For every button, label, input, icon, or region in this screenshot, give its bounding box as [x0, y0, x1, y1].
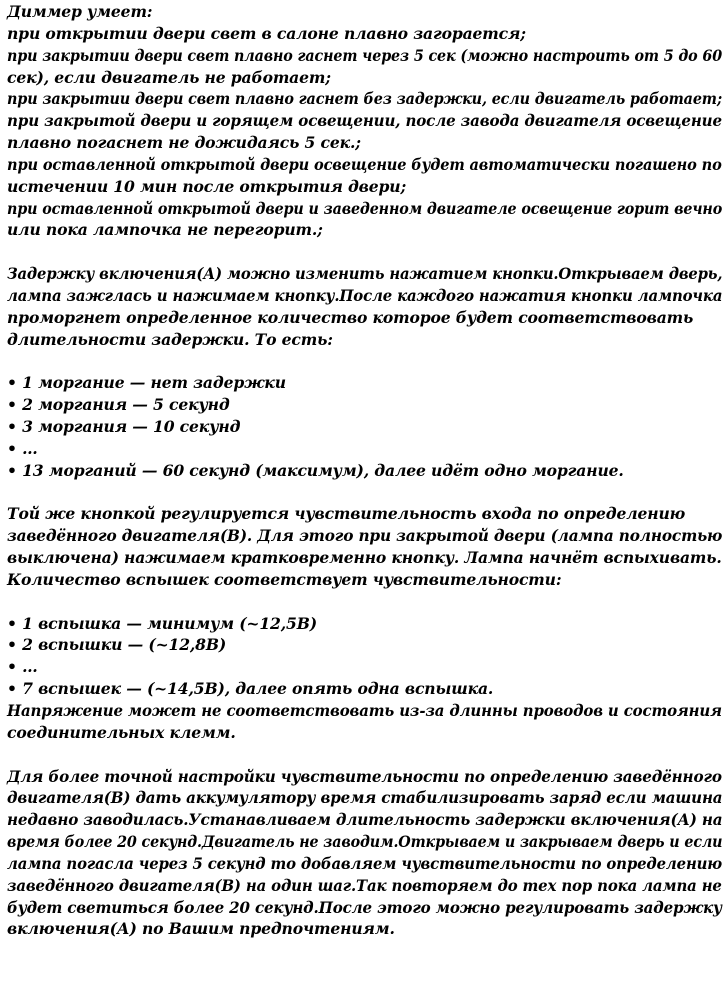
intro-heading: Диммер умеет: — [7, 2, 153, 21]
paragraph-gap — [7, 482, 722, 504]
voltage-note-line: Напряжение может не соответствовать из-за длинны проводов и состояния — [7, 701, 722, 720]
voltage-note-line: соединительных клемм. — [7, 722, 236, 742]
sensitivity-section — [7, 503, 722, 590]
delay-line: проморгнет определенное количество которое будет соответствовать — [7, 307, 694, 327]
sensitivity-line: выключена) нажимаем кратковременно кнопку. Лампа начнёт вспыхивать. — [7, 548, 722, 568]
sensitivity-bullet-item: • 2 вспышки — (~12,8В) — [7, 635, 227, 655]
intro-line: при закрытой двери и горящем освещении, после завода двигателя освещение — [7, 111, 722, 131]
delay-line: лампа зажглась и нажимаем кнопку.После каждого нажатия кнопки лампочка — [7, 285, 723, 305]
intro-line: сек), если двигатель не работает; — [7, 67, 331, 87]
voltage-note — [7, 700, 722, 744]
paragraph-gap — [7, 591, 722, 613]
sensitivity-line: Той же кнопкой регулируется чувствительность входа по определению — [7, 504, 686, 524]
sensitivity-bullet-item: • … — [7, 657, 38, 677]
sensitivity-bullet-item: • 1 вспышка — минимум (~12,5В) — [7, 613, 317, 633]
sensitivity-line: Количество вспышек соответствует чувствительности: — [7, 569, 562, 589]
fine-tuning-line: недавно заводилась.Устанавливаем длительность задержки включения(А) на — [7, 810, 723, 830]
paragraph-gap — [7, 241, 722, 263]
delay-bullet-list — [7, 372, 722, 481]
intro-line: при оставленной открытой двери и заведенном двигателе освещение горит вечно — [7, 198, 723, 218]
intro-line: при открытии двери свет в салоне плавно загорается; — [7, 23, 526, 43]
delay-line: длительности задержки. То есть: — [7, 329, 333, 349]
paragraph-gap — [7, 744, 722, 766]
delay-bullet-item: • 2 моргания — 5 секунд — [7, 395, 230, 415]
intro-line: плавно погаснет не дожидаясь 5 сек.; — [7, 133, 361, 153]
fine-tuning-line: включения(А) по Вашим предпочтениям. — [7, 919, 395, 939]
intro-line: при закрытии двери свет плавно гаснет без задержки, если двигатель работает; — [7, 89, 723, 109]
delay-bullet-item: • 1 моргание — нет задержки — [7, 373, 286, 393]
sensitivity-bullet-item: • 7 вспышек — (~14,5В), далее опять одна вспышка. — [7, 679, 494, 699]
fine-tuning-section — [7, 766, 722, 941]
fine-tuning-line: время более 20 секунд.Двигатель не заводим.Открываем и закрываем дверь и если — [7, 832, 723, 852]
delay-line: Задержку включения(А) можно изменить нажатием кнопки.Открываем дверь, — [7, 264, 723, 284]
delay-bullet-item: • 3 моргания — 10 секунд — [7, 417, 241, 437]
intro-line: или пока лампочка не перегорит.; — [7, 220, 323, 240]
intro-line: истечении 10 мин после открытия двери; — [7, 176, 407, 196]
delay-section — [7, 263, 722, 350]
fine-tuning-line: Для более точной настройки чувствительности по определению заведённого — [7, 766, 722, 786]
delay-bullet-item: • 13 морганий — 60 секунд (максимум), далее идёт одно моргание. — [7, 460, 624, 480]
fine-tuning-line: будет светиться более 20 секунд.После этого можно регулировать задержку — [7, 897, 722, 917]
delay-bullet-item: • … — [7, 438, 38, 458]
sensitivity-line: заведённого двигателя(В). Для этого при закрытой двери (лампа полностью — [7, 526, 723, 546]
fine-tuning-line: заведённого двигателя(В) на один шаг.Так повторяем до тех пор пока лампа не — [7, 875, 722, 895]
sensitivity-bullet-list — [7, 613, 722, 700]
fine-tuning-line: лампа погасла через 5 секунд то добавляем чувствительности по определению — [7, 853, 723, 873]
intro-line: при закрытии двери свет плавно гаснет через 5 сек (можно настроить от 5 до 60 — [7, 45, 723, 65]
intro-section — [7, 1, 722, 241]
intro-line: при оставленной открытой двери освещение будет автоматически погашено по — [7, 154, 722, 174]
fine-tuning-line: двигателя(В) дать аккумулятору время стабилизировать заряд если машина — [7, 788, 723, 808]
paragraph-gap — [7, 351, 722, 373]
